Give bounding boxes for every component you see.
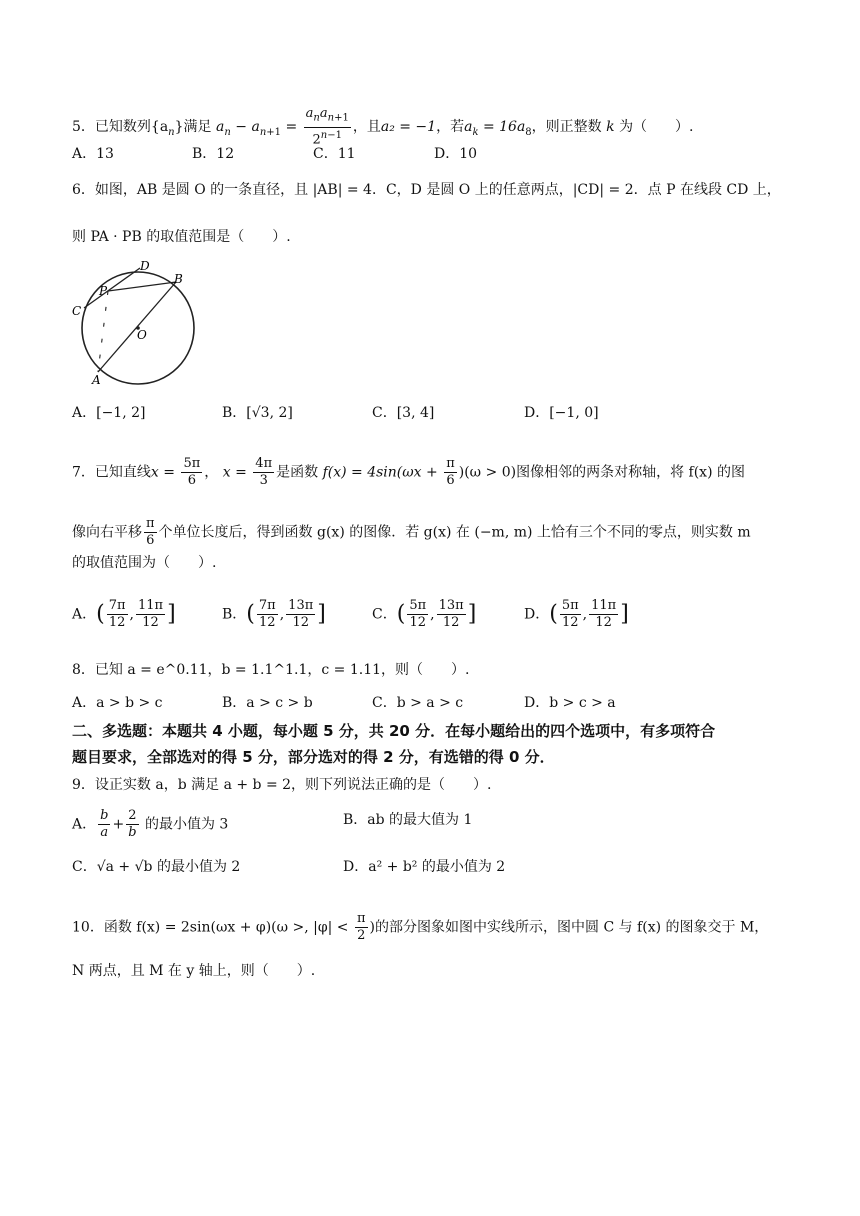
label-p: P [99, 284, 108, 298]
q5-stem-text: 5．已知数列{a [72, 118, 169, 135]
label-o: O [137, 328, 147, 342]
q8-line: 8．已知 a = e^0.11，b = 1.1^1.1，c = 1.11，则（ ）. [72, 662, 470, 678]
q7-option-c: C．( $\frac{5\pi}{12}$ , $\frac{13\pi}{12}$ ] [372, 598, 477, 630]
q10-line2: N 两点，且 M 在 y 轴上，则（ ）. [72, 963, 316, 979]
q5-option-a: A．13 [72, 146, 114, 162]
q7-line1: 7．已知直线x = $\frac{5\pi}{6}$ ， x = $\frac{4\pi}{3}$ 是函数 f(x) = 4sin(ωx + $\frac{\pi}{6}$ )(ω > 0)图像相邻的两条对称轴，将 f(x) 的图 [72, 456, 745, 488]
q5-fraction: $\frac{a_na_{n+1}}{2^{n-1}}$ [305, 106, 349, 147]
q10-frac-pi2: $\frac{\pi}{2}$ [356, 911, 366, 943]
q7-option-d: D．( $\frac{5\pi}{12}$ , $\frac{11\pi}{12}$ ] [524, 598, 629, 630]
q7-frac-pi6: $\frac{\pi}{6}$ [446, 456, 455, 488]
q5-option-b: B．12 [192, 146, 235, 162]
q6-option-d: D．[−1, 0] [524, 405, 599, 421]
label-d: D [140, 259, 150, 273]
q9-option-c: C．√a + √b 的最小值为 2 [72, 859, 241, 875]
section2-heading-line2: 题目要求，全部选对的得 5 分，部分选对的得 2 分，有选错的得 0 分． [72, 748, 555, 766]
q7-line3: 的取值范围为（ ）. [72, 555, 217, 571]
q10-line1: 10．函数 f(x) = 2sin(ωx + φ)(ω >, |φ| < $\frac{\pi}{2}$ )的部分图象如图中实线所示，图中圆 C 与 f(x) 的图象交于 M， [72, 911, 769, 943]
q8-option-a: A．a > b > c [72, 695, 163, 711]
q5-option-d: D．10 [434, 146, 478, 162]
q7-function: f(x) = 4sin(ωx + [322, 464, 443, 481]
q8-option-b: B．a > c > b [222, 695, 313, 711]
q8-option-d: D．b > c > a [524, 695, 616, 711]
q9-option-d: D．a² + b² 的最小值为 2 [343, 859, 506, 875]
q6-line1: 6．如图，AB 是圆 O 的一条直径，且 |AB| = 4．C，D 是圆 O 上的任意两点，|CD| = 2．点 P 在线段 CD 上， [72, 182, 781, 198]
q5-cond-a2: a₂ = −1 [380, 118, 437, 135]
q6-option-b: B．[√3, 2] [222, 405, 293, 421]
q9-option-b: B．ab 的最大值为 1 [343, 812, 473, 828]
section2-heading-line1: 二、多选题：本题共 4 小题，每小题 5 分，共 20 分．在每小题给出的四个选项中，有多项符合 [72, 722, 716, 740]
label-a: A [92, 373, 101, 387]
q6-option-c: C．[3, 4] [372, 405, 435, 421]
q5-stem: 5．已知数列$\{a_n\}$满足 $a_n - a_{n+1}$ = $\frac{a_na_{n+1}}{2^{n-1}}$ ，且a₂ = −1，若$a_k = 16a_8$，则正整数 k 为（ ）. [72, 106, 694, 147]
q5-option-c: C．11 [313, 146, 356, 162]
label-c: C [72, 304, 82, 318]
q6-option-a: A．[−1, 2] [72, 405, 146, 421]
q7-frac-shift: $\frac{\pi}{6}$ [146, 516, 155, 548]
q7-frac-x2: $\frac{4\pi}{3}$ [255, 456, 273, 488]
q6-circle-figure [68, 258, 200, 390]
q8-option-c: C．b > a > c [372, 695, 464, 711]
q5-stem-text-2: }满足 [174, 118, 212, 135]
q9-option-a: A． $\frac{b}{a}$ + $\frac{2}{b}$ 的最小值为 3 [72, 808, 229, 840]
segment-pa [98, 291, 108, 372]
q7-option-a: A．( $\frac{7\pi}{12}$ , $\frac{11\pi}{12}$ ] [72, 598, 176, 630]
q5-formula-lhs: a [216, 118, 225, 135]
q7-line2: 像向右平移 $\frac{\pi}{6}$ 个单位长度后，得到函数 g(x) 的图像．若 g(x) 在 (−m, m) 上恰有三个不同的零点，则实数 m [72, 516, 751, 548]
q9-line: 9．设正实数 a，b 满足 a + b = 2，则下列说法正确的是（ ）. [72, 777, 492, 793]
q7-option-b: B．( $\frac{7\pi}{12}$ , $\frac{13\pi}{12}$ ] [222, 598, 326, 630]
label-b: B [174, 272, 183, 286]
q6-line2: 则 PA · PB 的取值范围是（ ）. [72, 229, 291, 245]
q7-frac-x1: $\frac{5\pi}{6}$ [183, 456, 201, 488]
